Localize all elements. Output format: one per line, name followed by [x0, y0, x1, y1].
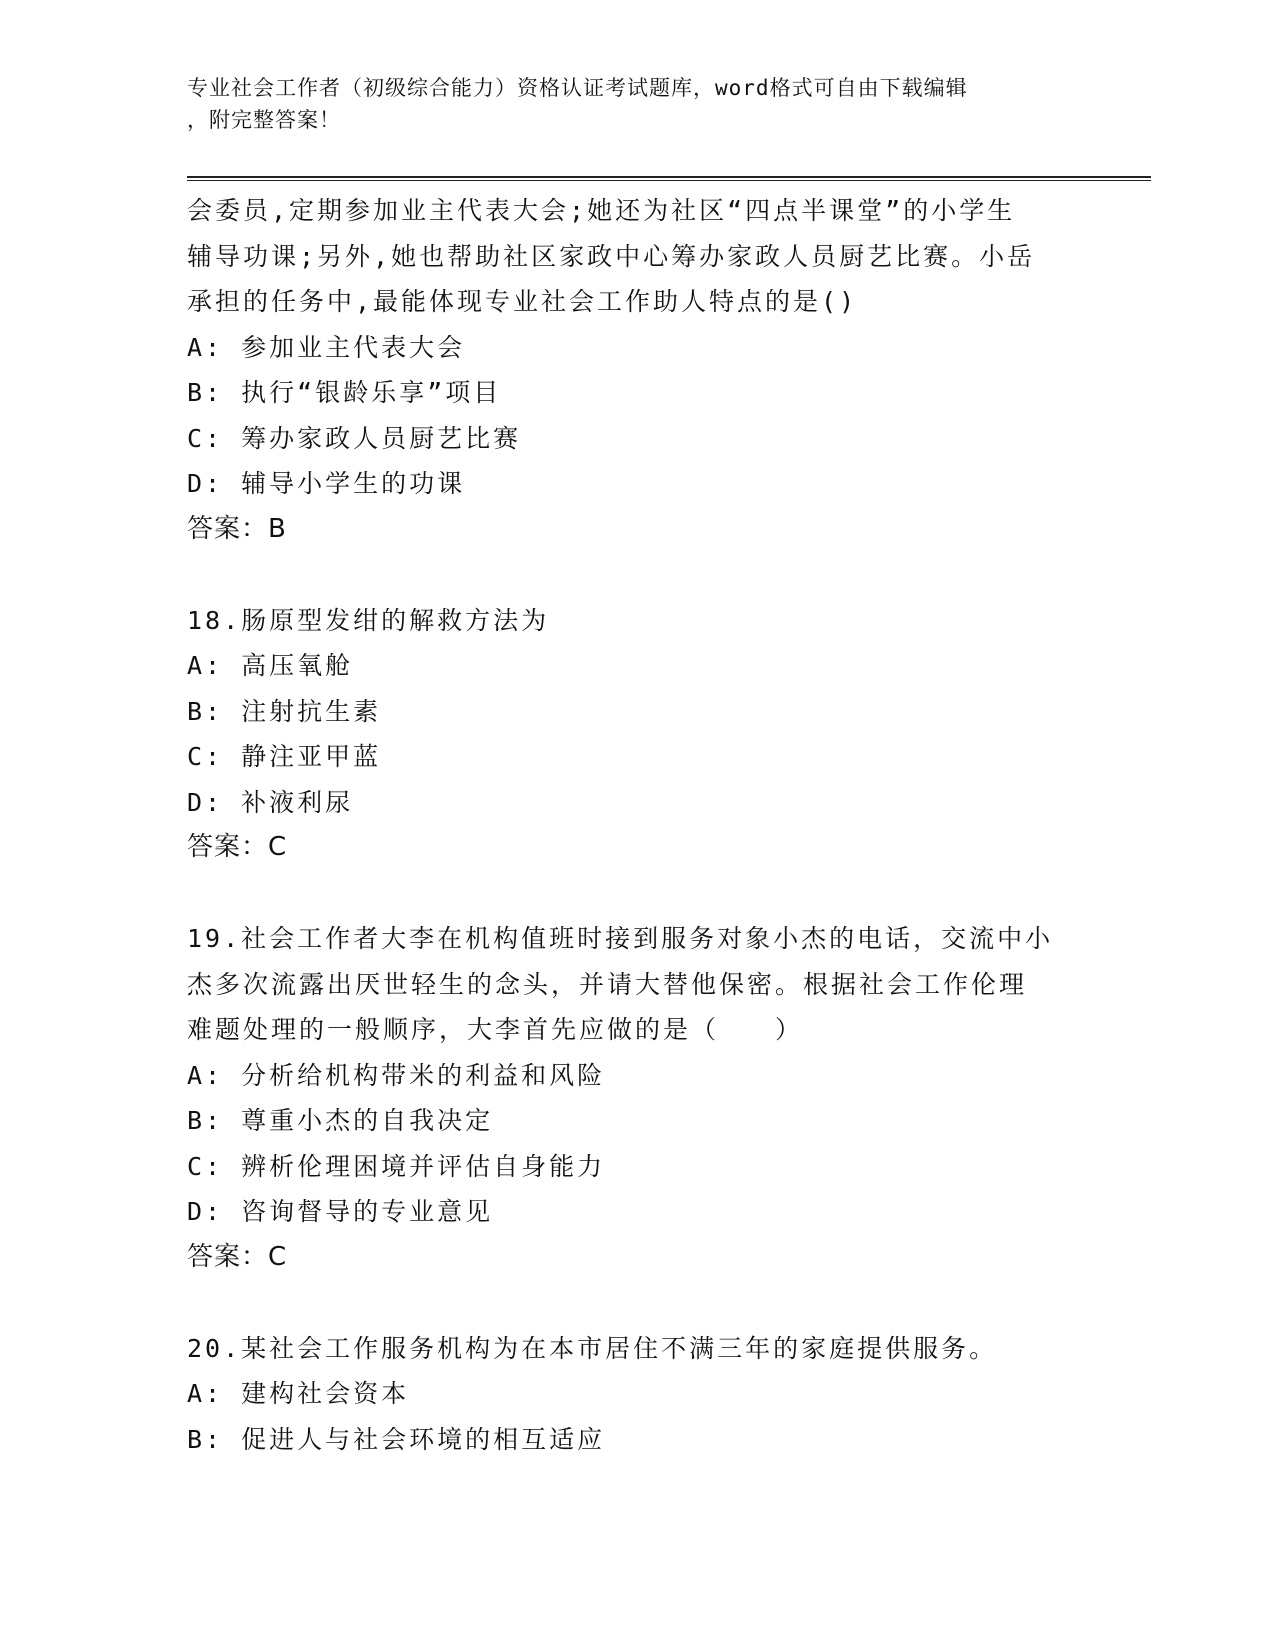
- spacer: [187, 1280, 1087, 1326]
- header-line-1: 专业社会工作者（初级综合能力）资格认证考试题库，word格式可自由下载编辑: [187, 76, 968, 100]
- question-text-line: 承担的任务中,最能体现专业社会工作助人特点的是(): [187, 287, 858, 316]
- option-a: A: 建构社会资本: [187, 1379, 410, 1408]
- answer: 答案：C: [187, 1241, 288, 1272]
- answer: 答案：B: [187, 513, 287, 544]
- spacer: [187, 871, 1087, 917]
- question-18: [187, 598, 1087, 871]
- question-text-line: 杰多次流露出厌世轻生的念头，并请大替他保密。根据社会工作伦理: [187, 969, 1028, 999]
- option-d: D: 补液利尿: [187, 787, 354, 817]
- option-b: B: 促进人与社会环境的相互适应: [187, 1424, 606, 1454]
- option-c: C: 辨析伦理困境并评估自身能力: [187, 1151, 606, 1181]
- option-b: B: 尊重小杰的自我决定: [187, 1106, 494, 1135]
- option-a: A: 高压氧舱: [187, 651, 354, 680]
- question-text-line: 难题处理的一般顺序，大李首先应做的是（ ）: [187, 1015, 804, 1044]
- question-20: [187, 1326, 1087, 1463]
- option-d: D: 辅导小学生的功课: [187, 469, 466, 498]
- spacer: [187, 552, 1087, 598]
- page-header: [187, 72, 1087, 136]
- option-b: B: 执行“银龄乐享”项目: [187, 378, 502, 407]
- option-a: A: 分析给机构带米的利益和风险: [187, 1060, 606, 1090]
- question-list: [187, 188, 1087, 1462]
- question-text-line: 20.某社会工作服务机构为在本市居住不满三年的家庭提供服务。: [187, 1333, 998, 1363]
- option-b: B: 注射抗生素: [187, 696, 382, 726]
- header-line-2: ，附完整答案！: [187, 108, 341, 132]
- answer: 答案：C: [187, 832, 288, 862]
- header-rule: [187, 176, 1151, 181]
- question-text-line: 辅导功课;另外,她也帮助社区家政中心筹办家政人员厨艺比赛。小岳: [187, 241, 1036, 271]
- option-d: D: 咨询督导的专业意见: [187, 1197, 494, 1226]
- question-text-line: 会委员,定期参加业主代表大会;她还为社区“四点半课堂”的小学生: [187, 196, 1016, 225]
- option-c: C: 静注亚甲蓝: [187, 742, 382, 771]
- question-19: [187, 916, 1087, 1280]
- question-text-line: 18.肠原型发绀的解救方法为: [187, 605, 550, 635]
- option-a: A: 参加业主代表大会: [187, 332, 466, 362]
- option-c: C: 筹办家政人员厨艺比赛: [187, 423, 522, 453]
- question-17: [187, 188, 1087, 552]
- question-text-line: 19.社会工作者大李在机构值班时接到服务对象小杰的电话，交流中小: [187, 924, 1054, 953]
